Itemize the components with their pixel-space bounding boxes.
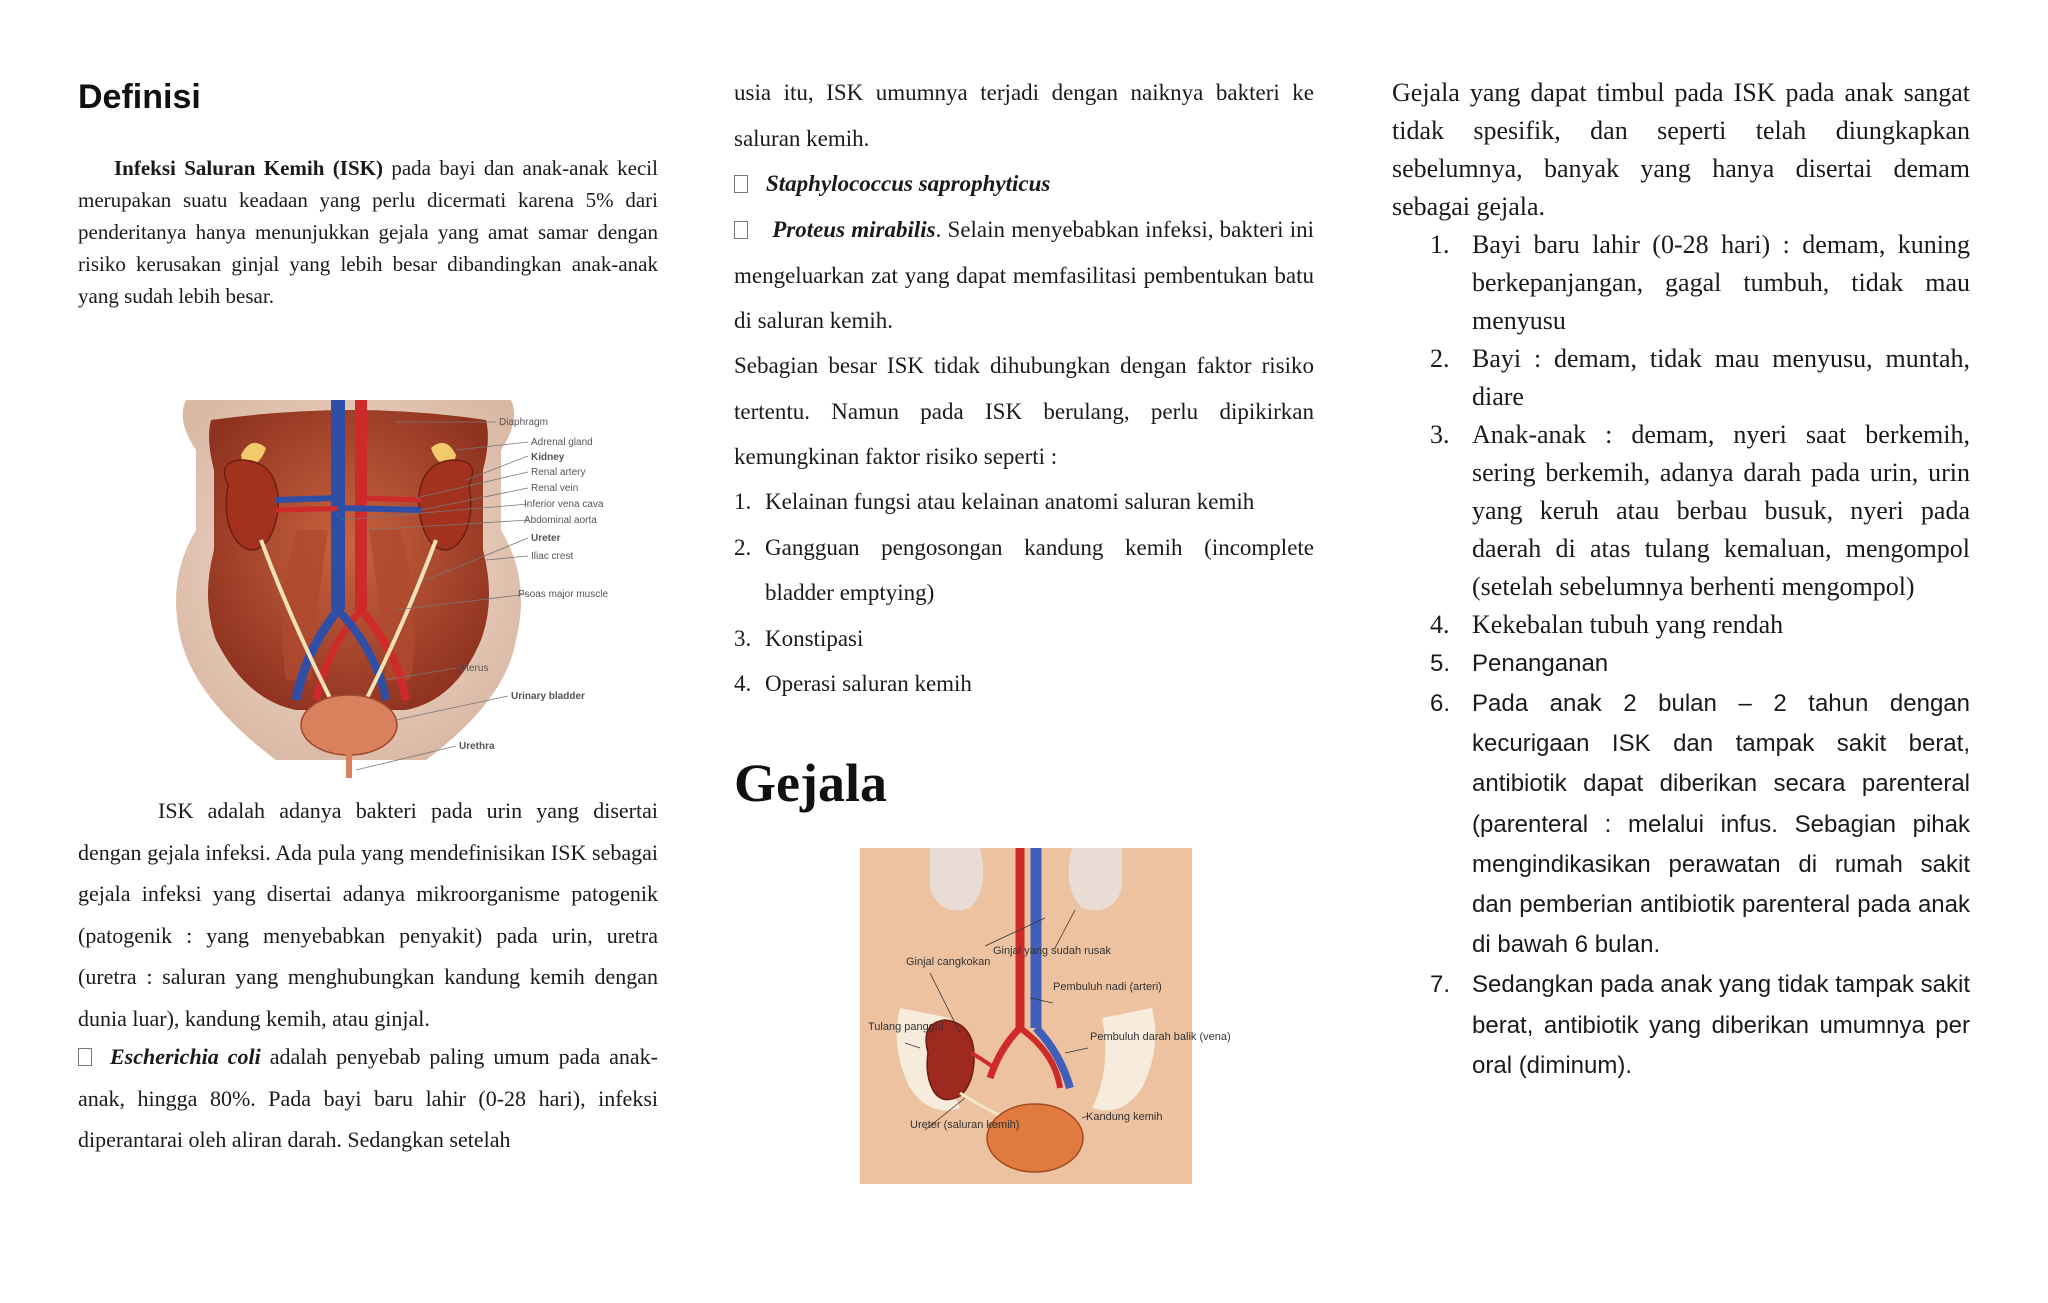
label-ureter: Ureter (saluran kemih) <box>910 1119 1020 1131</box>
kidney-transplant-figure <box>860 848 1231 1184</box>
intro-text: pada bayi dan anak-anak kecil merupakan suatu keadaan yang perlu dicermati karena 5% dari penderitanya hanya menunjukkan gejala yang amat samar dengan risiko kerusakan ginjal yang lebih besar dibandingkan anak-anak yang sudah lebih besar. <box>78 156 658 308</box>
heading-gejala: Gejala <box>734 753 887 813</box>
proteus-bullet <box>734 207 1314 344</box>
list-item: 7. Sedangkan pada anak yang tidak tampak sakit berat, antibiotik yang diberikan umumnya per oral (diminum). <box>1430 971 1970 1079</box>
list-item: 2. Gangguan pengosongan kandung kemih (incomplete bladder emptying) <box>734 534 1314 605</box>
label-inferior-vena-cava: Inferior vena cava <box>524 499 604 510</box>
risk-factor-list <box>734 479 1314 707</box>
ecoli-text: adalah penyebab paling umum pada anak-anak, hingga 80%. Pada bayi baru lahir (0-28 hari), infeksi diperantarai oleh aliran darah. Sedangkan setelah <box>78 1044 658 1152</box>
list-item: 5. Penanganan <box>1430 650 1609 677</box>
ecoli-name: Escherichia coli <box>110 1044 261 1069</box>
bullet-box-icon <box>734 175 748 193</box>
gejala-intro-paragraph: Gejala yang dapat timbul pada ISK pada anak sangat tidak spesifik, dan seperti telah diungkapkan sebelumnya, banyak yang hanya disertai demam sebagai gejala. <box>1392 78 1970 221</box>
label-renal-vein: Renal vein <box>531 483 579 494</box>
list-item: 2. Bayi : demam, tidak mau menyusu, muntah, diare <box>1430 344 1970 411</box>
list-item: 1. Kelainan fungsi atau kelainan anatomi saluran kemih <box>734 489 1255 514</box>
label-ginjal-rusak: Ginjal yang sudah rusak <box>993 945 1112 957</box>
label-pembuluh-balik: Pembuluh darah balik (vena) <box>1090 1031 1231 1043</box>
proteus-name: Proteus mirabilis <box>772 217 936 242</box>
label-renal-artery: Renal artery <box>531 467 586 478</box>
intro-paragraph <box>78 152 658 312</box>
label-uterus: Uterus <box>459 663 489 674</box>
label-psoas-major-muscle: Psoas major muscle <box>518 589 609 600</box>
list-item: 3. Anak-anak : demam, nyeri saat berkemih, sering berkemih, adanya darah pada urin, urin yang keruh atau berbau busuk, nyeri pada daerah di atas tulang kemaluan, mengompol (setelah sebelumnya berhenti mengompol) <box>1430 420 1970 601</box>
list-item: 4. Operasi saluran kemih <box>734 671 972 696</box>
label-ginjal-cangkokan: Ginjal cangkokan <box>906 956 991 968</box>
ecoli-bullet <box>78 1036 658 1161</box>
continuation-paragraph: usia itu, ISK umumnya terjadi dengan naiknya bakteri ke saluran kemih. <box>734 80 1314 151</box>
list-item: 6. Pada anak 2 bulan – 2 tahun dengan kecurigaan ISK dan tampak sakit berat, antibiotik dapat diberikan secara parenteral (parenteral : melalui infus. Sebagian pihak mengindikasikan perawatan di rumah sakit dan pemberian antibiotik parenteral pada anak di bawah 6 bulan. <box>1430 690 1970 959</box>
staph-bullet <box>734 161 1314 207</box>
symptom-list <box>1392 226 1970 1086</box>
list-item: 3. Konstipasi <box>734 625 864 651</box>
proteus-text: . Selain menyebabkan infeksi, bakteri ini mengeluarkan zat yang dapat memfasilitasi pembentukan batu di saluran kemih. <box>734 217 1315 333</box>
label-pembuluh-nadi: Pembuluh nadi (arteri) <box>1053 981 1162 993</box>
label-ureter: Ureter <box>531 533 561 544</box>
urinary-system-anatomy-figure <box>156 380 616 780</box>
label-diaphragm: Diaphragm <box>499 417 548 428</box>
label-adrenal-gland: Adrenal gland <box>531 437 593 448</box>
bullet-box-icon <box>78 1048 92 1066</box>
label-urinary-bladder: Urinary bladder <box>511 691 585 702</box>
label-urethra: Urethra <box>459 741 495 752</box>
list-item: 4. Kekebalan tubuh yang rendah <box>1430 610 1784 639</box>
label-iliac-crest: Iliac crest <box>531 551 574 562</box>
list-item: 1. Bayi baru lahir (0-28 hari) : demam, kuning berkepanjangan, gagal tumbuh, tidak mau menyusu <box>1430 230 1970 335</box>
label-kandung-kemih: Kandung kemih <box>1086 1111 1163 1123</box>
definition-paragraph: ISK adalah adanya bakteri pada urin yang disertai dengan gejala infeksi. Ada pula yang mendefinisikan ISK sebagai gejala infeksi yang disertai adanya mikroorganisme patogenik (patogenik : yang menyebabkan penyakit) pada urin, uretra (uretra : saluran yang menghubungkan kandung kemih dengan dunia luar), kandung kemih, atau ginjal. <box>78 798 658 1031</box>
intro-term: Infeksi Saluran Kemih (ISK) <box>114 156 383 180</box>
risk-intro-paragraph: Sebagian besar ISK tidak dihubungkan dengan faktor risiko tertentu. Namun pada ISK berulang, perlu dipikirkan kemungkinan faktor risiko seperti : <box>734 353 1314 469</box>
label-tulang-panggul: Tulang panggul <box>868 1021 944 1033</box>
label-kidney: Kidney <box>531 452 565 463</box>
label-abdominal-aorta: Abdominal aorta <box>524 515 597 526</box>
staph-name: Staphylococcus saprophyticus <box>766 171 1051 196</box>
heading-definisi: Definisi <box>78 78 201 116</box>
bullet-box-icon <box>734 221 748 239</box>
